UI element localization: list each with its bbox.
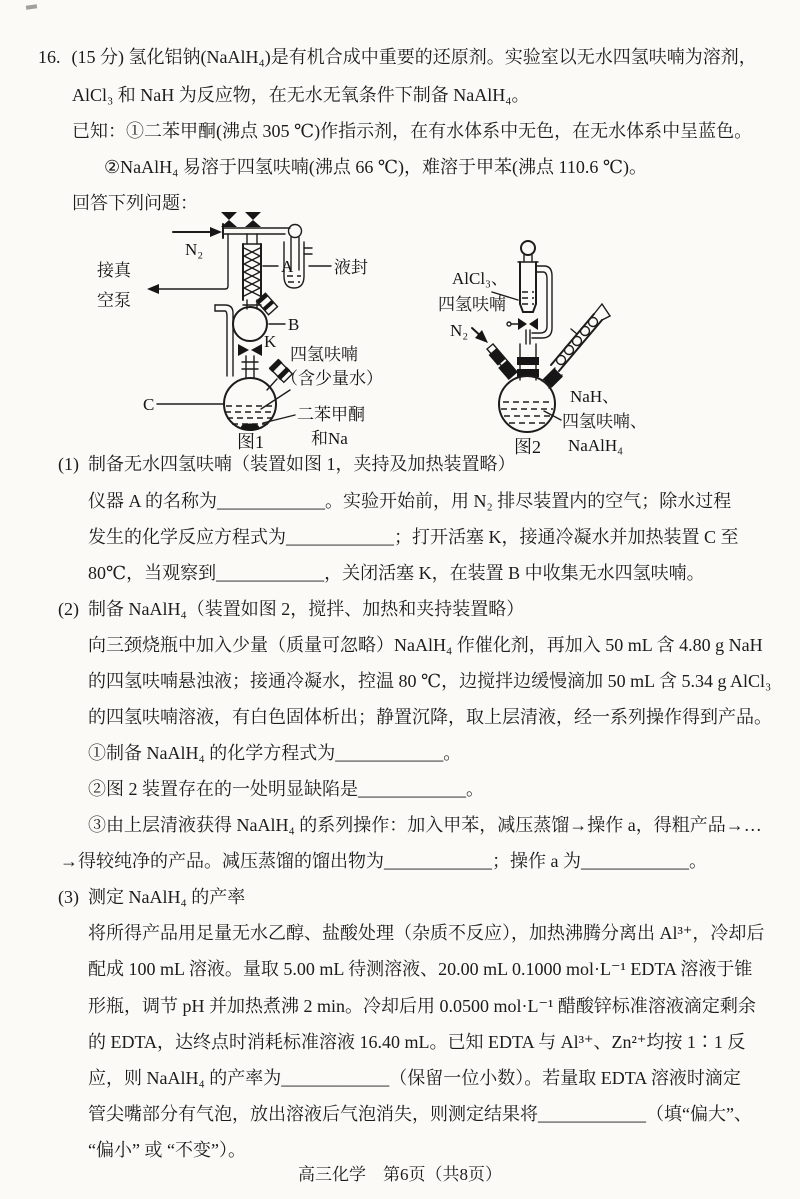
condenser-a [243, 234, 294, 300]
fig1-k-label: K [264, 332, 277, 351]
known-condition-2: ②NaAlH₄ 易溶于四氢呋喃(沸点 66 ℃)，难溶于甲苯(沸点 110.6 ℃)。 [104, 157, 647, 177]
fig1-thf-label: 四氢呋喃 [290, 345, 358, 364]
stopcock-k [238, 332, 277, 356]
fig2-n2-label: N₂ [450, 321, 469, 340]
part1-heading [58, 453, 516, 475]
page-footer: 高三化学 第6页（共8页） [298, 1165, 502, 1184]
question-number: 16. [38, 47, 61, 67]
intro-text-1: (15 分) 氢化铝钠(NaAlH₄)是有机合成中重要的还原剂。实验室以无水四氢呋喃为溶剂， [71, 47, 757, 67]
part3-line6: 管尖嘴部分有气泡，放出溶液后气泡消失，则测定结果将____________（填“偏大”、 [88, 1104, 752, 1124]
part1-title: 制备无水四氢呋喃（装置如图 1，夹持及加热装置略） [88, 454, 516, 474]
part2-sub3-cont: →得较纯净的产品。减压蒸馏的馏出物为____________；操作 a 为____________。 [60, 851, 707, 871]
fig1-n2-label: N₂ [185, 240, 204, 259]
fig1-b-label: B [288, 315, 300, 334]
part3-line7: “偏小” 或 “不变”）。 [88, 1140, 246, 1160]
n2-inlet [450, 321, 518, 380]
fig1-annotations [237, 345, 383, 452]
answer-prompt: 回答下列问题： [72, 193, 198, 213]
vacuum-line [97, 234, 228, 310]
top-manifold-tube [221, 212, 302, 238]
part1-line2: 发生的化学反应方程式为____________；打开活塞 K，接通冷凝水并加热装置 C 至 [88, 527, 739, 547]
question-intro-line1 [38, 46, 757, 68]
known-condition-1: 已知：①二苯甲酮(沸点 305 ℃)作指示剂，在有水体系中无色，在无水体系中呈蓝色。 [72, 121, 753, 141]
part3-line1: 将所得产品用足量无水乙醇、盐酸处理（杂质不反应），加热沸腾分离出 Al³⁺，冷却后 [88, 923, 765, 943]
fig1-benzophenone-label: 二苯甲酮 [297, 405, 365, 424]
part3-label: (3) [58, 887, 79, 907]
intro-text-2: AlCl₃ 和 NaH 为反应物，在无水无氧条件下制备 NaAlH₄。 [72, 85, 530, 105]
figure-1-diagram [85, 208, 415, 458]
part2-title: 制备 NaAlH₄（装置如图 2，搅拌、加热和夹持装置略） [88, 599, 525, 619]
fig2-nah-label: NaH、 [570, 387, 620, 406]
part2-sub3: ③由上层清液获得 NaAlH₄ 的系列操作：加入甲苯，减压蒸馏→操作 a，得粗产品→… [88, 815, 762, 835]
fig1-caption: 图1 [237, 432, 264, 452]
part3-line5: 应，则 NaAlH₄ 的产率为____________（保留一位小数）。若量取 EDTA 溶液时滴定 [88, 1068, 741, 1088]
flask-c [143, 356, 293, 431]
part3-line4: 的 EDTA，达终点时消耗标准溶液 16.40 mL。已知 EDTA 与 Al³⁺、Zn²⁺均按 1∶1 反 [88, 1032, 746, 1052]
fig2-flask-labels [514, 387, 647, 457]
three-neck-flask [499, 344, 555, 432]
part2-sub1: ①制备 NaAlH₄ 的化学方程式为____________。 [88, 743, 462, 763]
part2-label: (2) [58, 599, 79, 619]
fig2-naalh4-label: NaAlH₄ [568, 436, 624, 455]
fig2-caption: 图2 [514, 437, 541, 457]
part2-heading [58, 598, 524, 620]
scan-artifact [26, 4, 37, 9]
part3-line2: 配成 100 mL 溶液。量取 5.00 mL 待测溶液、20.00 mL 0.1000 mol·L⁻¹ EDTA 溶液于锥 [88, 959, 753, 979]
fig2-thf-label: 四氢呋喃 [438, 295, 506, 314]
part1-line3: 80℃，当观察到____________，关闭活塞 K，在装置 B 中收集无水四氢呋喃。 [88, 563, 705, 583]
part3-line3: 形瓶，调节 pH 并加热煮沸 2 min。冷却后用 0.0500 mol·L⁻¹ 醋酸锌标准溶液滴定剩余 [88, 996, 756, 1016]
fig1-na-label: 和Na [311, 429, 348, 448]
part3-heading [58, 886, 245, 908]
part2-line1: 向三颈烧瓶中加入少量（质量可忽略）NaAlH₄ 作催化剂，再加入 50 mL 含 4.80 g NaH [88, 635, 763, 655]
part1-line1: 仪器 A 的名称为____________。实验开始前，用 N₂ 排尽装置内的空气；除水过程 [88, 491, 732, 511]
n2-inlet-arrow [173, 227, 222, 259]
part2-sub2: ②图 2 装置存在的一处明显缺陷是____________。 [88, 779, 484, 799]
part2-line3: 的四氢呋喃溶液，有白色固体析出；静置沉降，取上层清液，经一系列操作得到产品。 [88, 707, 772, 727]
fig1-vacuum-label-2: 空泵 [97, 291, 131, 310]
part3-title: 测定 NaAlH₄ 的产率 [88, 887, 246, 907]
fig1-thf-water-label: （含少量水） [281, 369, 383, 388]
fig1-a-label: A [281, 257, 294, 276]
fig1-seal-label: 液封 [334, 258, 368, 277]
part2-line2: 的四氢呋喃悬浊液；接通冷凝水，控温 80 ℃，边搅拌边缓慢滴加 50 mL 含 5.34 g AlCl₃ [88, 671, 772, 691]
part1-label: (1) [58, 454, 79, 474]
fig2-alcl3-label: AlCl₃、 [452, 269, 508, 288]
dropping-funnel [507, 241, 552, 344]
bypass-tube [215, 305, 233, 376]
fig1-c-label: C [143, 395, 155, 414]
liquid-seal-tube [284, 237, 368, 288]
fig1-vacuum-label-1: 接真 [97, 261, 131, 280]
fig2-thf2-label: 四氢呋喃、 [562, 412, 647, 431]
figure-2-diagram [430, 232, 710, 457]
fig2-funnel-labels [438, 269, 518, 314]
